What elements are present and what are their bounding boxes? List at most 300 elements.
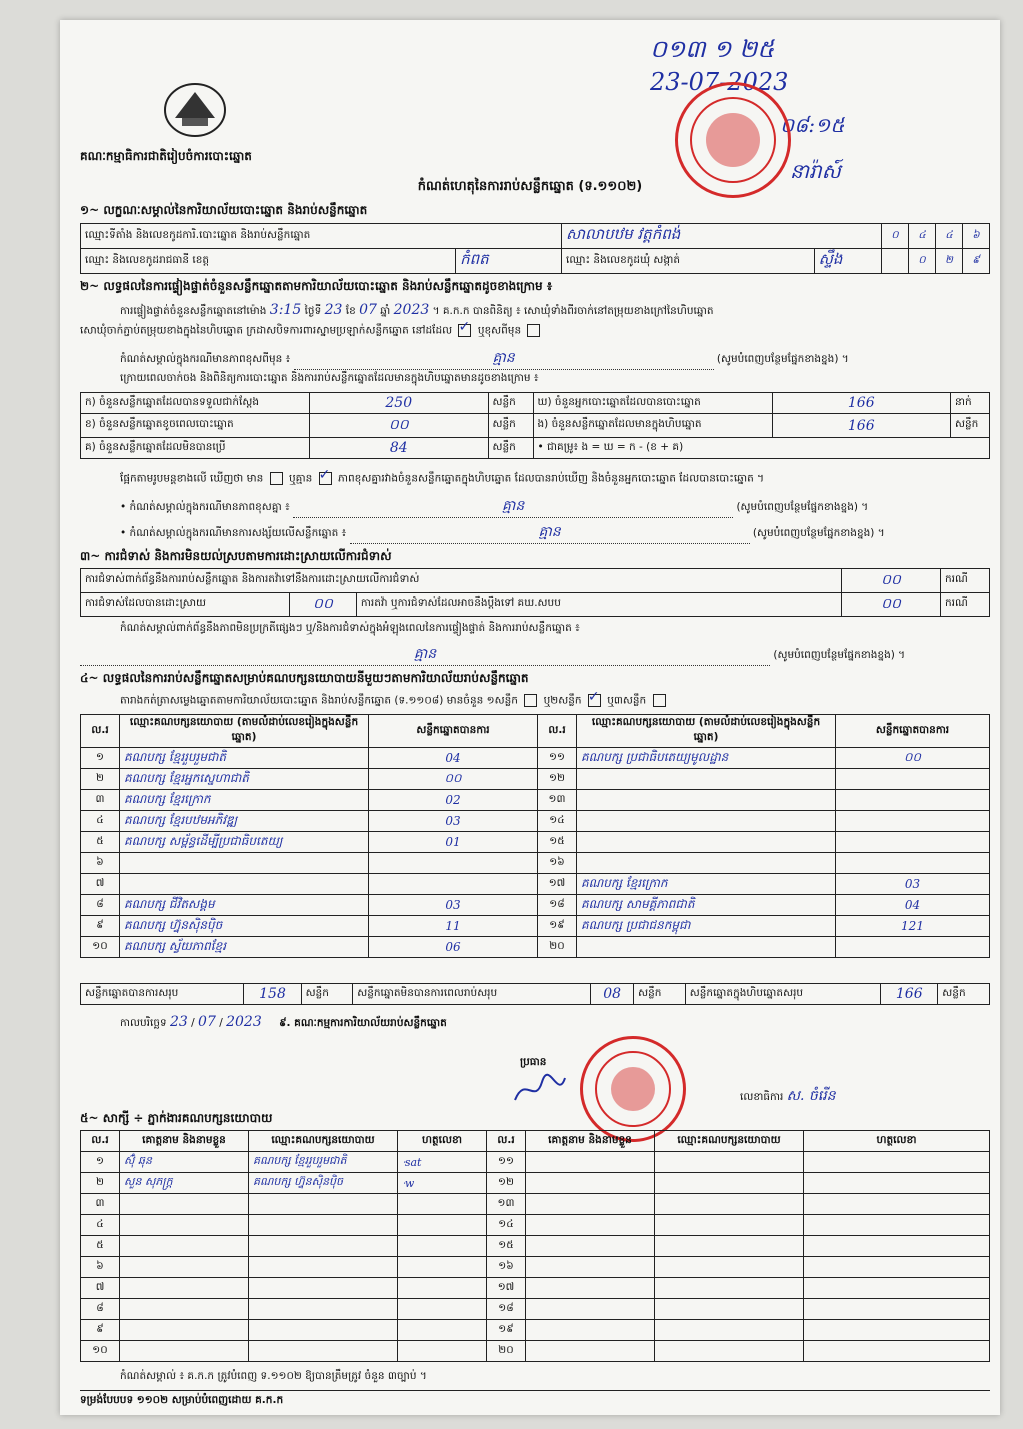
diff-text-a: ផ្អែកតាមរូបមន្តខាងលើ ឃើញថា មាន bbox=[120, 472, 264, 485]
vote-row-no: ២ bbox=[81, 769, 120, 790]
fill-hint: (សូមបំពេញបន្ថែមផ្នែកខាងខ្នង) ។ bbox=[773, 649, 906, 661]
in-box-label: ង) ចំនួនសន្លឹកឆ្នោតដែលមានក្នុងហិបឆ្នោត bbox=[533, 414, 772, 438]
witness-name bbox=[120, 1194, 249, 1215]
commune-code-digit: ០ bbox=[909, 249, 936, 274]
vote-row-party: គណបក្ស សម្ព័ន្ធដើម្បីប្រជាធិបតេយ្យ bbox=[120, 832, 369, 853]
witness-no: ១ bbox=[81, 1152, 120, 1173]
diff-note-line bbox=[120, 496, 990, 518]
witness-sign bbox=[804, 1341, 990, 1362]
vote-row-no: ៩ bbox=[81, 916, 120, 937]
vote-row-no: ៧ bbox=[81, 874, 120, 895]
unit-sheet: សន្លឹក bbox=[488, 438, 533, 459]
witness-sign bbox=[804, 1236, 990, 1257]
location-code-digit: ៤ bbox=[909, 224, 936, 249]
witness-party bbox=[249, 1278, 398, 1299]
valid-total-label: សន្លឹកឆ្នោតបានការសរុប bbox=[81, 984, 244, 1005]
witness-sign: ᐧw bbox=[398, 1173, 487, 1194]
handwritten-initials: នារ៉ាស៍ bbox=[790, 159, 841, 183]
received-value: 250 bbox=[310, 393, 489, 414]
vote-totals bbox=[80, 983, 990, 1005]
vote-row-party bbox=[120, 853, 369, 874]
sheet-count-line bbox=[120, 694, 990, 710]
vote-row-votes: 03 bbox=[369, 895, 538, 916]
vote-row-party: គណបក្ស ខ្មែរបឋមអភិវឌ្ឍ bbox=[120, 811, 369, 832]
witness-no: ២០ bbox=[487, 1341, 526, 1362]
box-total-value: 166 bbox=[881, 984, 938, 1005]
completion-month: 07 bbox=[198, 1014, 216, 1030]
witness-name bbox=[526, 1299, 655, 1320]
vote-row-votes: 03 bbox=[369, 811, 538, 832]
witness-name bbox=[526, 1320, 655, 1341]
commune-code-digit: ២ bbox=[936, 249, 963, 274]
location-code-digit: ៤ bbox=[936, 224, 963, 249]
witness-name bbox=[120, 1278, 249, 1299]
unit-sheet: សន្លឹក bbox=[938, 984, 990, 1005]
vote-row-party: គណបក្ស ខ្មែរក្រោក bbox=[577, 874, 836, 895]
vote-row-no: ១៩ bbox=[538, 916, 577, 937]
witness-party bbox=[655, 1257, 804, 1278]
col-party: ឈ្មោះគណបក្សនយោបាយ bbox=[655, 1131, 804, 1152]
form-sheet bbox=[60, 20, 1000, 1415]
commune-value: ស្ទឹង bbox=[814, 249, 881, 274]
vote-row-no: ១៤ bbox=[538, 811, 577, 832]
table-row bbox=[81, 874, 990, 895]
unit-sheet: សន្លឹក bbox=[488, 414, 533, 438]
difference-check-line bbox=[120, 472, 990, 488]
vote-row-votes bbox=[836, 790, 990, 811]
verify-month: 07 bbox=[359, 302, 377, 318]
verify-line2-text: សោឃុំចាក់ភ្ជាប់តម្រុយខាងក្នុងនៃហិបឆ្នោត ក្រដាសបិទការពារស្នាមប្រឡាក់សន្លឹកឆ្នោត នៅដដែល bbox=[80, 324, 453, 337]
witness-sign: ᐧsat bbox=[398, 1152, 487, 1173]
vote-row-no: ១១ bbox=[538, 748, 577, 769]
unit-case: ករណី bbox=[941, 593, 990, 617]
unit-case: ករណី bbox=[941, 569, 990, 593]
witness-no: ១៨ bbox=[487, 1299, 526, 1320]
witness-name bbox=[120, 1320, 249, 1341]
witness-party bbox=[249, 1215, 398, 1236]
table-row bbox=[81, 1236, 990, 1257]
vote-row-party bbox=[120, 874, 369, 895]
doubt-note-label: • កំណត់សម្គាល់ក្នុងករណីមានការសង្ស័យលើសន្លឹកឆ្នោត ៖ bbox=[120, 527, 347, 539]
col-no: ល.រ bbox=[81, 715, 120, 748]
spoiled-value: ០០ bbox=[310, 414, 489, 438]
witness-no: ១៥ bbox=[487, 1236, 526, 1257]
province-label: ឈ្មោះ និងលេខកូដរាជធានី ខេត្ត bbox=[81, 249, 456, 274]
vote-row-votes bbox=[836, 811, 990, 832]
witness-no: ៧ bbox=[81, 1278, 120, 1299]
section5-title: ៥~ សាក្សី ÷ ភ្នាក់ងារគណបក្សនយោបាយ bbox=[80, 1111, 273, 1125]
col-sign: ហត្ថលេខា bbox=[398, 1131, 487, 1152]
vote-row-party: គណបក្ស ខ្មែរអ្នកស្នេហាជាតិ bbox=[120, 769, 369, 790]
col-no: ល.រ bbox=[81, 1131, 120, 1152]
completion-date-line: កាលបរិច្ឆេទ 23 / 07 / 2023 ៩. គណៈកម្មការការិយាល័យរាប់សន្លឹកឆ្នោត bbox=[120, 1014, 447, 1030]
unused-label: គ) ចំនួនសន្លឹកឆ្នោតដែលមិនបានប្រើ bbox=[81, 438, 310, 459]
vote-row-party bbox=[577, 937, 836, 958]
handwritten-ref: ០១៣ ១ ២៥ bbox=[650, 35, 775, 63]
spoiled-label: ខ) ចំនួនសន្លឹកឆ្នោតខូចពេលបោះឆ្នោត bbox=[81, 414, 310, 438]
committee-label: ៩. គណៈកម្មការការិយាល័យរាប់សន្លឹកឆ្នោត bbox=[279, 1017, 447, 1029]
witness-party bbox=[655, 1215, 804, 1236]
secretary-label: លេខាធិការ bbox=[740, 1091, 784, 1103]
vote-row-no: ៤ bbox=[81, 811, 120, 832]
col-no: ល.រ bbox=[538, 715, 577, 748]
witness-name bbox=[526, 1152, 655, 1173]
vote-row-party: គណបក្ស ជីវិតសង្គម bbox=[120, 895, 369, 916]
vote-row-no: ៦ bbox=[81, 853, 120, 874]
footer-rule bbox=[80, 1390, 990, 1391]
vote-row-votes: ០០ bbox=[369, 769, 538, 790]
witness-name: សួន សុភក្ត្រ bbox=[120, 1173, 249, 1194]
received-label: ក) ចំនួនសន្លឹកឆ្នោតដែលបានទទួលជាក់ស្តែង bbox=[81, 393, 310, 414]
handwritten-time: ០៨:១៥ bbox=[780, 113, 845, 137]
table-row bbox=[81, 916, 990, 937]
verify-text-d: ឆ្នាំ bbox=[380, 305, 391, 317]
commune-label: ឈ្មោះ និងលេខកូដឃុំ សង្កាត់ bbox=[562, 249, 815, 274]
vote-row-no: ១៥ bbox=[538, 832, 577, 853]
vote-row-party: គណបក្ស ខ្មែររួបរួមជាតិ bbox=[120, 748, 369, 769]
irregularity-note-label: កំណត់សម្គាល់ពាក់ព័ន្ធនឹងភាពមិនប្រក្រតីផ្សេងៗ ឬ/និងការជំទាស់ក្នុងអំឡុងពេលនៃការផ្ទៀងផ្ទាត់ និងការរាប់សន្លឹកឆ្នោត ៖ bbox=[120, 622, 580, 634]
witness-name bbox=[120, 1236, 249, 1257]
witness-party: គណបក្ស ខ្មែររួបរួមជាតិ bbox=[249, 1152, 398, 1173]
witness-name bbox=[120, 1299, 249, 1320]
verification-line-1 bbox=[120, 302, 990, 320]
witness-name bbox=[526, 1236, 655, 1257]
vote-row-votes: 04 bbox=[369, 748, 538, 769]
voted-label: ឃ) ចំនួនអ្នកបោះឆ្នោតដែលបានបោះឆ្នោត bbox=[533, 393, 772, 414]
witness-party: គណបក្ស ហ្វ៊ុនស៊ិនប៉ិច bbox=[249, 1173, 398, 1194]
formula: • ជាគម្រូ៖ ង = ឃ = ក - (ខ + គ) bbox=[533, 438, 990, 459]
vote-row-no: ១០ bbox=[81, 937, 120, 958]
table-row bbox=[81, 937, 990, 958]
witness-party bbox=[655, 1320, 804, 1341]
col-votes: សន្លឹកឆ្នោតបានការ bbox=[836, 715, 990, 748]
vote-row-no: ៥ bbox=[81, 832, 120, 853]
verify-text-a: ការផ្ទៀងផ្ទាត់ចំនួនសន្លឹកឆ្នោតនៅម៉ោង bbox=[120, 305, 267, 317]
section2-title: ២~ លទ្ធផលនៃការផ្ទៀងផ្ទាត់ចំនួនសន្លឹកឆ្នោតតាមការិយាល័យបោះឆ្នោត និងរាប់សន្លឹកឆ្នោតដូចខាងក្រោម ៖ bbox=[80, 279, 553, 293]
witness-sign bbox=[398, 1236, 487, 1257]
vote-row-votes: 04 bbox=[836, 895, 990, 916]
vote-row-votes: ០០ bbox=[836, 748, 990, 769]
verify-time: 3:15 bbox=[269, 302, 302, 318]
table-row bbox=[81, 769, 990, 790]
col-sign: ហត្ថលេខា bbox=[804, 1131, 990, 1152]
vote-row-votes bbox=[836, 937, 990, 958]
chair-signature bbox=[510, 1070, 570, 1110]
diff-note-value: គ្មាន bbox=[293, 496, 733, 518]
verify-year: 2023 bbox=[393, 302, 430, 318]
appeal-label: ការតវ៉ា ឬការជំទាស់ដែលអាចនឹងប្តឹងទៅ គឃ.សបប bbox=[356, 593, 841, 617]
diff-no-checkbox[interactable] bbox=[319, 472, 332, 485]
vote-row-no: ១៨ bbox=[538, 895, 577, 916]
unit-sheet: សន្លឹក bbox=[951, 414, 990, 438]
table-row bbox=[81, 1278, 990, 1299]
witness-sign bbox=[398, 1194, 487, 1215]
table-row bbox=[81, 1299, 990, 1320]
vote-row-no: ១ bbox=[81, 748, 120, 769]
witness-name bbox=[120, 1257, 249, 1278]
diff-note-label: • កំណត់សម្គាល់ក្នុងករណីមានភាពខុសគ្នា ៖ bbox=[120, 501, 290, 513]
col-no: ល.រ bbox=[487, 1131, 526, 1152]
table-row bbox=[81, 1152, 990, 1173]
vote-row-party bbox=[577, 769, 836, 790]
table-row bbox=[81, 1341, 990, 1362]
witness-no: ៥ bbox=[81, 1236, 120, 1257]
unit-person: នាក់ bbox=[951, 393, 990, 414]
ballot-count-table bbox=[80, 392, 990, 459]
diff-text-c: ភាពខុសគ្នារវាងចំនួនសន្លឹកឆ្នោតក្នុងហិបឆ្នោត ដែលបានរាប់ឃើញ និងចំនួនអ្នកបោះឆ្នោត ដែលបានបោះឆ្នោត ។ bbox=[338, 472, 765, 485]
witness-sign bbox=[398, 1299, 487, 1320]
witness-sign bbox=[804, 1152, 990, 1173]
section1-title: ១~ លក្ខណៈសម្គាល់នៃការិយាល័យបោះឆ្នោត និងរាប់សន្លឹកឆ្នោត bbox=[80, 203, 368, 217]
verify-text-c: ខែ bbox=[345, 305, 356, 317]
witness-sign bbox=[804, 1320, 990, 1341]
vote-row-party: គណបក្ស ស្វ័យភាពខ្មែរ bbox=[120, 937, 369, 958]
vote-row-party bbox=[577, 790, 836, 811]
completion-year: 2023 bbox=[226, 1014, 262, 1030]
table-row bbox=[81, 1257, 990, 1278]
witness-party bbox=[249, 1236, 398, 1257]
witness-table bbox=[80, 1130, 990, 1362]
witness-no: ១៣ bbox=[487, 1194, 526, 1215]
vote-row-votes: 06 bbox=[369, 937, 538, 958]
table-row bbox=[81, 1173, 990, 1194]
objection-label: ការជំទាស់ពាក់ព័ន្ធនឹងការរាប់សន្លឹកឆ្នោត និងការតវ៉ាទៅនឹងការដោះស្រាយលើការជំទាស់ bbox=[81, 569, 842, 593]
witness-name bbox=[120, 1215, 249, 1236]
commune-code-digit: ៩ bbox=[963, 249, 990, 274]
witness-no: ៦ bbox=[81, 1257, 120, 1278]
location-table bbox=[80, 223, 990, 274]
witness-sign bbox=[398, 1320, 487, 1341]
unit-sheet: សន្លឹក bbox=[301, 984, 353, 1005]
witness-name bbox=[526, 1278, 655, 1299]
office-name: គណៈកម្មាធិការជាតិរៀបចំការបោះឆ្នោត bbox=[80, 149, 252, 163]
vote-row-no: ៨ bbox=[81, 895, 120, 916]
objection-value: ០០ bbox=[842, 569, 941, 593]
vote-row-party bbox=[577, 811, 836, 832]
table-row bbox=[81, 811, 990, 832]
vote-row-votes: 01 bbox=[369, 832, 538, 853]
witness-sign bbox=[398, 1215, 487, 1236]
invalid-total-value: 08 bbox=[591, 984, 634, 1005]
witness-sign bbox=[804, 1215, 990, 1236]
witness-sign bbox=[398, 1341, 487, 1362]
section3-title: ៣~ ការជំទាស់ និងការមិនយល់ស្របតាមការដោះស្រាយលើការជំទាស់ bbox=[80, 549, 392, 563]
table-row bbox=[81, 1215, 990, 1236]
witness-no: ១៦ bbox=[487, 1257, 526, 1278]
section4-title: ៤~ លទ្ធផលនៃការរាប់សន្លឹកឆ្នោតសម្រាប់គណបក្សនយោបាយនីមួយៗតាមការិយាល័យរាប់សន្លឹកឆ្នោត bbox=[80, 671, 529, 685]
witness-no: ២ bbox=[81, 1173, 120, 1194]
vote-row-votes bbox=[836, 853, 990, 874]
table-row bbox=[81, 895, 990, 916]
witness-sign bbox=[804, 1194, 990, 1215]
irregularity-note-value: គ្មាន bbox=[80, 644, 770, 666]
result-intro: ក្រោយពេលចាក់ចង និងពិនិត្យការបោះឆ្នោត និងការរាប់សន្លឹកឆ្នោតដែលមានក្នុងហិបឆ្នោតមានដូចខាងក្រោម ៖ bbox=[120, 372, 539, 384]
province-value: កំពត bbox=[456, 249, 562, 274]
sheet-count-intro: តារាងកត់ត្រាសម្លេងឆ្នោតតាមការិយាល័យបោះឆ្នោត និងរាប់សន្លឹកឆ្នោត (ទ.១១០៨) មានចំនួន ១សន្លឹក bbox=[120, 694, 518, 707]
three-sheet-checkbox[interactable] bbox=[653, 694, 666, 707]
table-row bbox=[81, 1194, 990, 1215]
fill-hint: (សូមបំពេញបន្ថែមផ្នែកខាងខ្នង) ។ bbox=[736, 501, 869, 513]
table-row bbox=[81, 832, 990, 853]
col-name: គោត្តនាម និងនាមខ្លួន bbox=[120, 1131, 249, 1152]
witness-party bbox=[655, 1236, 804, 1257]
diff-yes-checkbox[interactable] bbox=[270, 472, 283, 485]
witness-no: ១២ bbox=[487, 1173, 526, 1194]
appeal-value: ០០ bbox=[842, 593, 941, 617]
handwritten-date: 23-07-2023 bbox=[650, 68, 789, 96]
change-note-line bbox=[120, 348, 990, 370]
two-sheet-label: ឬ២សន្លឹក bbox=[543, 694, 582, 707]
vote-row-votes: 11 bbox=[369, 916, 538, 937]
diff-text-b: ឬគ្មាន bbox=[289, 472, 313, 485]
vote-row-no: ១៧ bbox=[538, 874, 577, 895]
footnote: កំណត់សម្គាល់ ៖ គ.ក.ក ត្រូវបំពេញ ទ.១១០២ ឱ្យបានត្រឹមត្រូវ ចំនួន ៣ច្បាប់ ។ bbox=[120, 1370, 427, 1382]
vote-row-no: ៣ bbox=[81, 790, 120, 811]
footer-text: ទម្រង់បែបបទ ១១០២ សម្រាប់បំពេញដោយ គ.ក.ក bbox=[80, 1394, 284, 1406]
completion-date-label: កាលបរិច្ឆេទ bbox=[120, 1017, 167, 1029]
location-label: ឈ្មោះទីតាំង និងលេខកូដការិ.បោះឆ្នោត និងរាប់សន្លឹកឆ្នោត bbox=[81, 224, 562, 249]
chair-label: ប្រធាន bbox=[520, 1056, 547, 1068]
doubt-note-value: គ្មាន bbox=[350, 522, 750, 544]
vote-row-party bbox=[577, 853, 836, 874]
col-party: ឈ្មោះគណបក្សនយោបាយ (តាមលំដាប់លេខរៀងក្នុងសន្លឹកឆ្នោត) bbox=[120, 715, 369, 748]
witness-sign bbox=[398, 1278, 487, 1299]
voted-value: 166 bbox=[772, 393, 951, 414]
one-sheet-checkbox[interactable] bbox=[524, 694, 537, 707]
table-row bbox=[81, 1320, 990, 1341]
witness-no: ១១ bbox=[487, 1152, 526, 1173]
vote-row-votes: 121 bbox=[836, 916, 990, 937]
resolved-value: ០០ bbox=[290, 593, 357, 617]
witness-sign bbox=[804, 1173, 990, 1194]
unit-sheet: សន្លឹក bbox=[634, 984, 686, 1005]
commune-code-blank bbox=[882, 249, 909, 274]
fill-hint: (សូមបំពេញបន្ថែមផ្នែកខាងខ្នង) ។ bbox=[716, 353, 849, 365]
witness-party bbox=[655, 1173, 804, 1194]
witness-name bbox=[526, 1194, 655, 1215]
witness-name bbox=[526, 1215, 655, 1236]
vote-row-no: ១៣ bbox=[538, 790, 577, 811]
witness-party bbox=[249, 1257, 398, 1278]
table-row bbox=[81, 790, 990, 811]
vote-row-votes bbox=[836, 769, 990, 790]
objection-table bbox=[80, 568, 990, 617]
secretary-value: ស. ចំរើន bbox=[786, 1088, 836, 1104]
vote-row-party bbox=[577, 832, 836, 853]
witness-no: ៩ bbox=[81, 1320, 120, 1341]
form-title: កំណត់ហេតុនៃការរាប់សន្លឹកឆ្នោត (ទ.១១០២) bbox=[417, 179, 643, 194]
witness-no: ១៤ bbox=[487, 1215, 526, 1236]
votes-table bbox=[80, 714, 990, 958]
vote-row-no: ២០ bbox=[538, 937, 577, 958]
witness-party bbox=[655, 1341, 804, 1362]
vote-row-party: គណបក្ស ខ្មែរក្រោក bbox=[120, 790, 369, 811]
changed-checkbox[interactable] bbox=[527, 324, 540, 337]
col-name: គោត្តនាម និងនាមខ្លួន bbox=[526, 1131, 655, 1152]
unit-sheet: សន្លឹក bbox=[488, 393, 533, 414]
witness-party bbox=[655, 1194, 804, 1215]
irregularity-note-line bbox=[80, 644, 990, 666]
official-stamp-bottom bbox=[580, 1036, 686, 1142]
witness-name bbox=[526, 1341, 655, 1362]
witness-party bbox=[249, 1341, 398, 1362]
location-code-digit: ០ bbox=[882, 224, 909, 249]
resolved-label: ការជំទាស់ដែលបានដោះស្រាយ bbox=[81, 593, 290, 617]
witness-party bbox=[249, 1194, 398, 1215]
witness-name: ស៊ុំ ឆុន bbox=[120, 1152, 249, 1173]
vote-row-party: គណបក្ស សាមគ្គីភាពជាតិ bbox=[577, 895, 836, 916]
witness-sign bbox=[398, 1257, 487, 1278]
vote-row-no: ១២ bbox=[538, 769, 577, 790]
change-note-value: គ្មាន bbox=[294, 348, 714, 370]
completion-day: 23 bbox=[170, 1014, 188, 1030]
intact-label: ឬខុសពីមុន bbox=[477, 324, 522, 337]
doubt-note-line bbox=[120, 522, 990, 544]
vote-row-votes bbox=[369, 853, 538, 874]
fill-hint: (សូមបំពេញបន្ថែមផ្នែកខាងខ្នង) ។ bbox=[752, 527, 885, 539]
intact-checkbox[interactable] bbox=[458, 324, 471, 337]
witness-no: ៣ bbox=[81, 1194, 120, 1215]
col-party: ឈ្មោះគណបក្សនយោបាយ bbox=[249, 1131, 398, 1152]
two-sheet-checkbox[interactable] bbox=[588, 694, 601, 707]
unused-value: 84 bbox=[310, 438, 489, 459]
verification-line-2 bbox=[80, 324, 990, 340]
witness-no: ៤ bbox=[81, 1215, 120, 1236]
location-value: សាលាបឋម វត្តកំពង់ bbox=[562, 224, 882, 249]
vote-row-votes bbox=[369, 874, 538, 895]
witness-party bbox=[655, 1152, 804, 1173]
witness-no: ១៩ bbox=[487, 1320, 526, 1341]
col-party: ឈ្មោះគណបក្សនយោបាយ (តាមលំដាប់លេខរៀងក្នុងសន្លឹកឆ្នោត) bbox=[577, 715, 836, 748]
witness-no: ១៧ bbox=[487, 1278, 526, 1299]
witness-party bbox=[655, 1299, 804, 1320]
verify-text-b: ថ្ងៃទី bbox=[304, 305, 322, 317]
witness-no: ៨ bbox=[81, 1299, 120, 1320]
table-row bbox=[81, 853, 990, 874]
location-code-digit: ៦ bbox=[963, 224, 990, 249]
valid-total-value: 158 bbox=[244, 984, 301, 1005]
col-votes: សន្លឹកឆ្នោតបានការ bbox=[369, 715, 538, 748]
emblem-icon bbox=[160, 80, 230, 140]
witness-sign bbox=[804, 1299, 990, 1320]
verify-day: 23 bbox=[324, 302, 343, 318]
witness-name bbox=[526, 1173, 655, 1194]
vote-row-party: គណបក្ស ហ្វ៊ុនស៊ិនប៉ិច bbox=[120, 916, 369, 937]
table-row bbox=[81, 748, 990, 769]
invalid-total-label: សន្លឹកឆ្នោតមិនបានការពេលរាប់សរុប bbox=[353, 984, 591, 1005]
witness-no: ១០ bbox=[81, 1341, 120, 1362]
witness-sign bbox=[804, 1257, 990, 1278]
witness-party bbox=[655, 1278, 804, 1299]
witness-name bbox=[526, 1257, 655, 1278]
vote-row-votes bbox=[836, 832, 990, 853]
vote-row-party: គណបក្ស ប្រជាធិបតេយ្យមូលដ្ឋាន bbox=[577, 748, 836, 769]
vote-row-no: ១៦ bbox=[538, 853, 577, 874]
secretary-line bbox=[740, 1086, 836, 1107]
witness-name bbox=[120, 1341, 249, 1362]
verify-text-e: ។ គ.ក.ក បានពិនិត្យ ៖ សោឃុំទាំងពីរចាក់នៅតម្រុយខាងក្រៅនៃហិបឆ្នោត bbox=[432, 305, 714, 317]
vote-row-votes: 02 bbox=[369, 790, 538, 811]
witness-party bbox=[249, 1299, 398, 1320]
witness-party bbox=[249, 1320, 398, 1341]
witness-sign bbox=[804, 1278, 990, 1299]
three-sheet-label: ឬ៣សន្លឹក bbox=[607, 694, 647, 707]
in-box-value: 166 bbox=[772, 414, 951, 438]
change-note-label: កំណត់សម្គាល់ក្នុងករណីមានភាពខុសពីមុន ៖ bbox=[120, 353, 291, 365]
vote-row-votes: 03 bbox=[836, 874, 990, 895]
box-total-label: សន្លឹកឆ្នោតក្នុងហិបឆ្នោតសរុប bbox=[685, 984, 880, 1005]
vote-row-party: គណបក្ស ប្រជាជនកម្ពុជា bbox=[577, 916, 836, 937]
